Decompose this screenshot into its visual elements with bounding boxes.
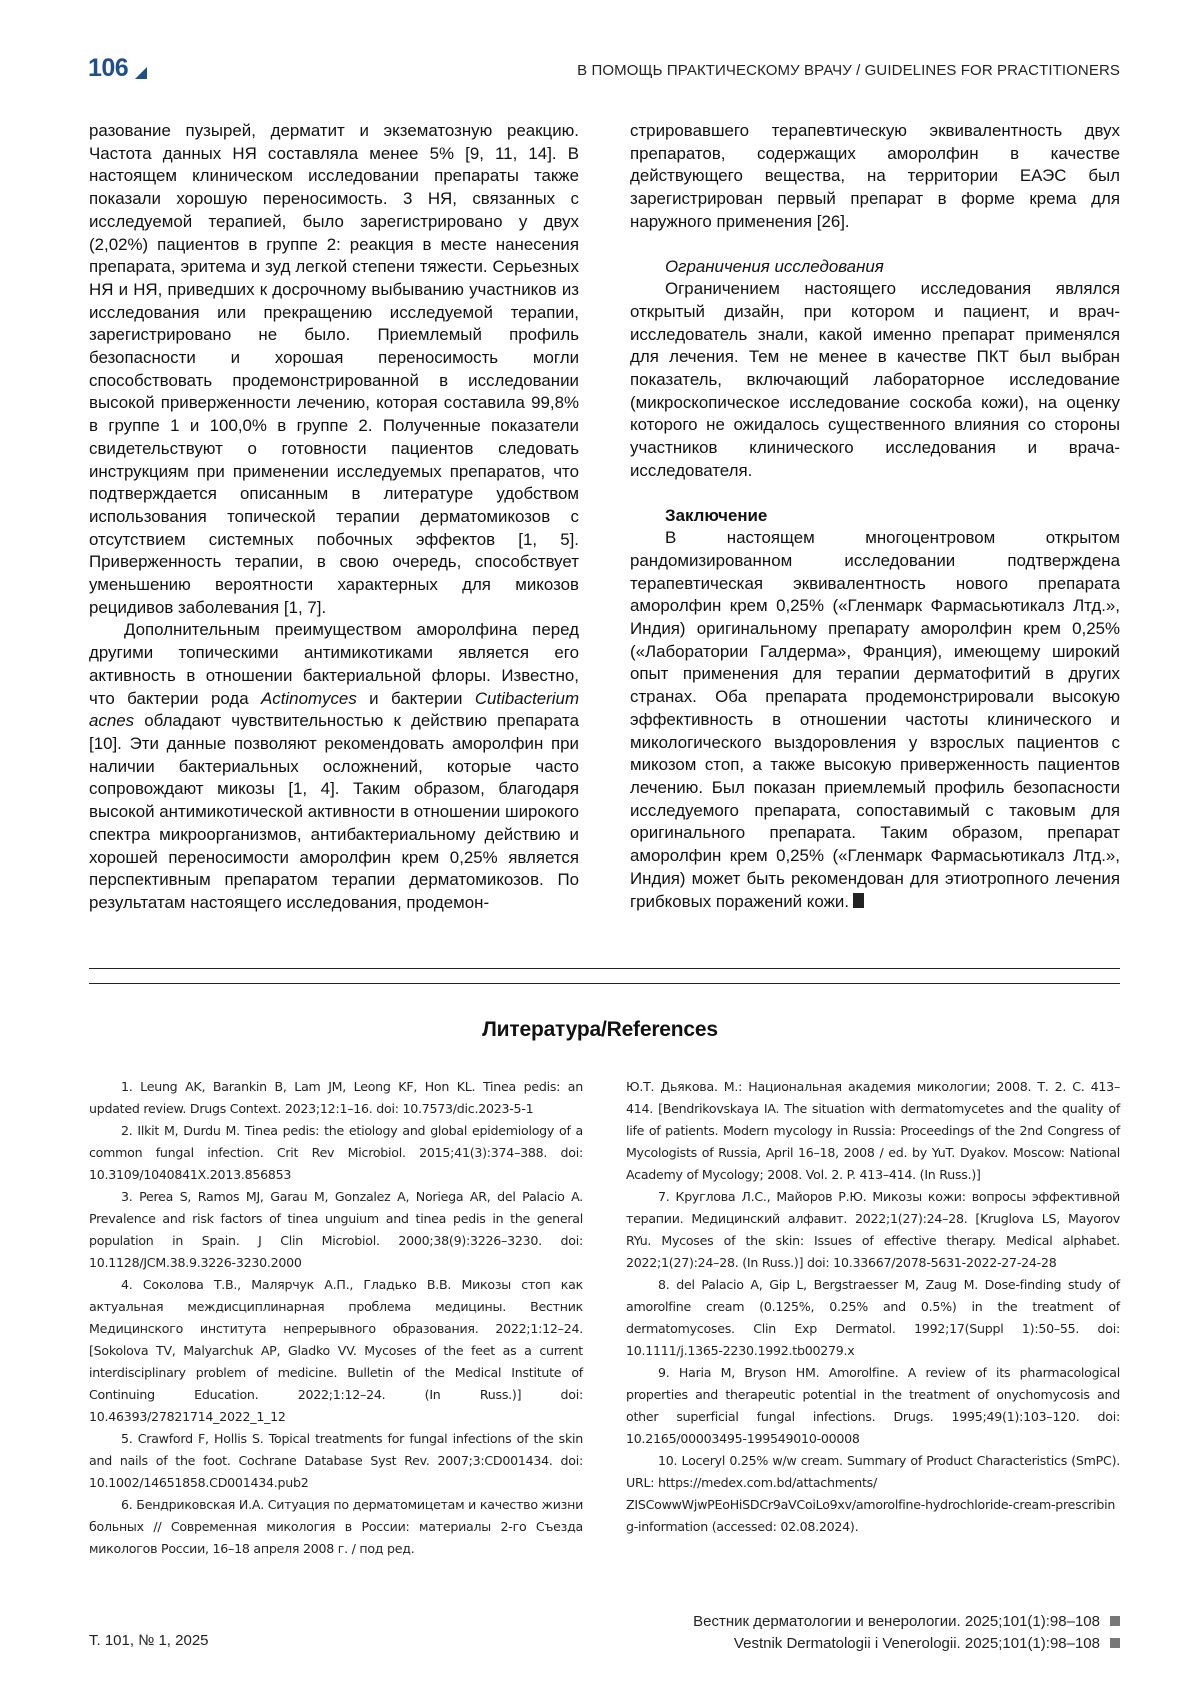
conclusion-heading: Заключение bbox=[665, 505, 768, 525]
limitations-paragraph: Ограничением настоящего исследования являлся открытый дизайн, при котором и пациент, и врач-исследователь знали, какой именно препарат применялся для лечения. Тем не менее в качестве ПКТ был выбран показатель, включающий лабораторное исследование (микроскопическое исследование соскоба кожи), на оценку которого не ожидалось существенного влияния со стороны участников клинического исследования и врача-исследователя. bbox=[630, 279, 1120, 480]
paragraph-safety: разование пузырей, дерматит и экзематозную реакцию. Частота данных НЯ составляла менее 5% [9, 11, 14]. В настоящем клиническом исследовании препараты также показали хорошую переносимость. 3 НЯ, связанных с исследуемой терапией, было зарегистрировано у двух (2,02%) пациентов в группе 2: реакция в месте нанесения препарата, эритема и зуд легкой степени тяжести. Серьезных НЯ и НЯ, приведших к досрочному выбыванию участников из исследования или прекращению исследуемой терапии, зарегистрировано не было. Приемлемый профиль безопасности и хорошая переносимость могли способствовать продемонстрированной в исследовании высокой приверженности лечению, которая составила 99,8% в группе 1 и 100,0% в группе 2. Полученные показатели свидетельствуют о готовности пациентов следовать инструкциям при применении исследуемых препаратов, что подтверждается описанным в литературе удобством использования топической терапии дерматомикозов с отсутствием системных побочных эффектов [1, 5]. Приверженность терапии, в свою очередь, способствует уменьшению вероятности характерных для микозов рецидивов заболевания [1, 7]. bbox=[89, 121, 579, 617]
conclusion-paragraph bbox=[630, 527, 1120, 913]
reference-item: 7. Круглова Л.С., Майоров Р.Ю. Микозы кожи: вопросы эффективной терапии. Медицинский алфавит. 2022;1(27):24–28. [Kruglova LS, Mayorov RYu. Mycoses of the skin: Issues of effective therapy. Medical alphabet. 2022;1(27):24–28. (In Russ.)] doi: 10.33667/2078-5631-2022-27-24-28 bbox=[626, 1189, 1120, 1270]
page-corner-mark-icon bbox=[135, 67, 147, 79]
reference-item: 4. Соколова Т.В., Малярчук А.П., Гладько В.В. Микозы стоп как актуальная междисциплинарная проблема медицины. Вестник Медицинского института непрерывного образования. 2022;1:12–24. [Sokolova TV, Malyarchuk AP, Gladko VV. Mycoses of the feet as a current interdisciplinary problem of medicine. Bulletin of the Medical Institute of Continuing Education. 2022;1:12–24. (In Russ.)] doi: 10.46393/27821714_2022_1_12 bbox=[89, 1277, 583, 1424]
square-bullet-icon bbox=[1110, 1616, 1120, 1626]
reference-item: 10. Loceryl 0.25% w/w cream. Summary of Product Characteristics (SmPC). URL: https://medex.com.bd/attachments/ bbox=[626, 1453, 1120, 1490]
genus-name: Actinomyces bbox=[261, 688, 357, 708]
left-text-column bbox=[89, 120, 579, 915]
reference-item: 5. Crawford F, Hollis S. Topical treatments for fungal infections of the skin and nails of the foot. Cochrane Database Syst Rev. 2007;3:CD001434. doi: 10.1002/14651858.CD001434.pub2 bbox=[89, 1431, 583, 1490]
paragraph-registration: стрировавшего терапевтическую эквивалентность двух препаратов, содержащих аморолфин в качестве действующего вещества, на территории ЕАЭС был зарегистрирован первый препарат в форме крема для наружного применения [26]. bbox=[630, 121, 1120, 231]
divider-bottom bbox=[89, 983, 1120, 984]
species-name: Cutibacterium acnes bbox=[89, 688, 580, 731]
paragraph-text: и бактерии bbox=[356, 688, 475, 708]
reference-item-continued: Ю.Т. Дьякова. М.: Национальная академия микологии; 2008. Т. 2. С. 413–414. [Bendrikovskaya IA. The situation with dermatomycetes and the quality of life of patients. Modern mycology in Russia: Proceedings of the 2nd Congress of Mycologists of Russia, April 16–18, 2008 / ed. by YuT. Dyakov. Moscow: National Academy of Mycology; 2008. Vol. 2. P. 413–414. (In Russ.)] bbox=[626, 1079, 1120, 1182]
page-header bbox=[88, 54, 1120, 90]
footer-journal-ru: Вестник дерматологии и венерологии. 2025;101(1):98–108 bbox=[693, 1613, 1100, 1630]
reference-item: 3. Perea S, Ramos MJ, Garau M, Gonzalez A, Noriega AR, del Palacio A. Prevalence and risk factors of tinea unguium and tinea pedis in the general population in Spain. J Clin Microbiol. 2000;38(9):3226–3230. doi: 10.1128/JCM.38.9.3226-3230.2000 bbox=[89, 1189, 583, 1270]
reference-item: 2. Ilkit M, Durdu M. Tinea pedis: the etiology and global epidemiology of a common fungal infection. Crit Rev Microbiol. 2015;41(3):374–388. doi: 10.3109/1040841X.2013.856853 bbox=[89, 1123, 583, 1182]
reference-item: 9. Haria M, Bryson HM. Amorolfine. A review of its pharmacological properties and therapeutic potential in the treatment of onychomycosis and other superficial fungal infections. Drugs. 1995;49(1):103–120. doi: 10.2165/00003495-199549010-00008 bbox=[626, 1365, 1120, 1446]
references-title: Литература/References bbox=[482, 1018, 718, 1041]
footer-journal-en: Vestnik Dermatologii i Venerologii. 2025;101(1):98–108 bbox=[733, 1635, 1100, 1652]
right-text-column bbox=[630, 120, 1120, 913]
footer-journal-en-line bbox=[693, 1633, 1120, 1655]
reference-item: 8. del Palacio A, Gip L, Bergstraesser M, Zaug M. Dose-finding study of amorolfine cream (0.125%, 0.25% and 0.5%) in the treatment of dermatomycoses. Clin Exp Dermatol. 1992;17(Suppl 1):50–55. doi: 10.1111/j.1365-2230.1992.tb00279.x bbox=[626, 1277, 1120, 1358]
paragraph-text: Дополнительным преимуществом аморолфина перед другими топическими антимикотиками является его активность в отношении бактериальной флоры. Известно, что бактерии рода bbox=[89, 620, 579, 708]
references-left-column bbox=[89, 1076, 583, 1560]
reference-url-link[interactable]: ZISCowwWjwPEoHiSDCr9aVCoiLo9xv/amorolfine-hydrochloride-cream-prescribing-information (accessed: 02.08.2024). bbox=[626, 1497, 1116, 1534]
footer-journal bbox=[693, 1611, 1120, 1655]
square-bullet-icon bbox=[1110, 1638, 1120, 1648]
paragraph-antibacterial bbox=[89, 619, 579, 914]
reference-item: 6. Бендриковская И.А. Ситуация по дерматомицетам и качество жизни больных // Современная микология в России: материалы 2-го Съезда микологов России, 16–18 апреля 2008 г. / под ред. bbox=[89, 1497, 583, 1556]
footer-volume: Т. 101, № 1, 2025 bbox=[89, 1632, 209, 1649]
references-right-column bbox=[626, 1076, 1120, 1538]
end-of-article-icon bbox=[853, 893, 864, 908]
reference-item: 1. Leung AK, Barankin B, Lam JM, Leong KF, Hon KL. Tinea pedis: an updated review. Drugs Context. 2023;12:1–16. doi: 10.7573/dic.2023-5-1 bbox=[89, 1079, 583, 1116]
conclusion-text: В настоящем многоцентровом открытом рандомизированном исследовании подтверждена терапевтическая эквивалентность нового препарата аморолфин крем 0,25% («Гленмарк Фармасьютикалз Лтд.», Индия) оригинальному препарату аморолфин крем 0,25% («Лаборатории Галдерма», Франция), имеющему широкий опыт применения для терапии дерматофитий в других странах. Оба препарата продемонстрировали высокую эффективность в отношении частоты клинического и микологического выздоровления у взрослых пациентов с микозом стоп, а также высокую приверженность пациентов лечению. Был показан приемлемый профиль безопасности исследуемого препарата, сопоставимый с таковым для оригинального препарата. Таким образом, препарат аморолфин крем 0,25% («Гленмарк Фармасьютикалз Лтд.», Индия) может быть рекомендован для этиотропного лечения грибковых поражений кожи. bbox=[630, 528, 1120, 911]
paragraph-text: обладают чувствительностью к действию препарата [10]. Эти данные позволяют рекомендовать аморолфин при наличии бактериальных осложнений, которые часто сопровождают микозы [1, 4]. Таким образом, благодаря высокой антимикотической активности в отношении широкого спектра микроорганизмов, антибактериальному действию и хорошей переносимости аморолфин крем 0,25% является перспективным препаратом терапии дерматомикозов. По результатам настоящего исследования, продемон- bbox=[89, 711, 579, 912]
running-title: В ПОМОЩЬ ПРАКТИЧЕСКОМУ ВРАЧУ / GUIDELINES FOR PRACTITIONERS bbox=[577, 62, 1120, 79]
limitations-heading: Ограничения исследования bbox=[665, 256, 884, 276]
page-number: 106 bbox=[88, 54, 129, 82]
footer-journal-ru-line bbox=[693, 1611, 1120, 1633]
divider-top bbox=[89, 968, 1120, 969]
